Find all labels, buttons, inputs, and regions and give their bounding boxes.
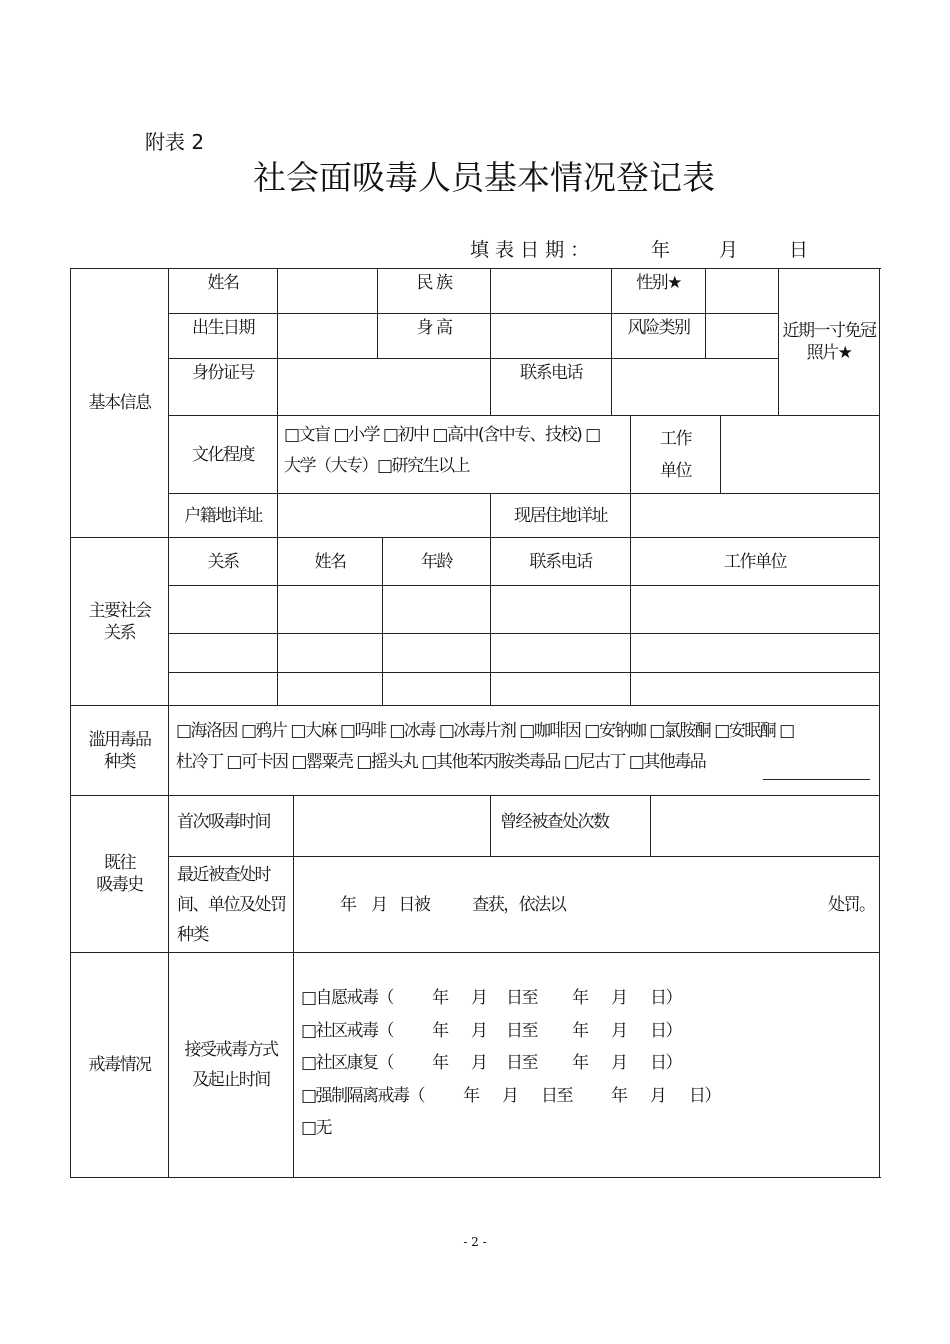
rehab-options[interactable] [301,982,876,1152]
label-birth-date: 出生日期 [192,318,254,338]
relations-header-age: 年龄 [421,551,452,572]
label-id-number: 身份证号 [192,363,254,383]
recent-caught-penalty-end: 处罚。 [828,894,875,915]
field-residence-address[interactable] [631,494,879,537]
label-risk-type: 风险类别 [627,318,690,338]
label-rehab-method: 接受戒毒方式 及起止时间 [184,1040,278,1090]
fill-date-label: 填 表 日 期 ： [470,239,590,261]
rehab-option-community[interactable]: □社区戒毒（ 年 月 日至 年 月 日） [301,1020,682,1041]
label-ethnicity: 民 族 [416,273,452,293]
label-education: 文化程度 [192,444,254,465]
relations-row[interactable] [169,586,879,633]
label-recent-caught: 最近被查处时 间、单位及处罚 种类 [177,865,286,945]
rehab-option-voluntary[interactable]: □自愿戒毒（ 年 月 日至 年 月 日） [301,988,682,1008]
label-height: 身 高 [416,318,452,338]
field-phone[interactable] [612,359,778,415]
field-name[interactable] [278,269,377,313]
field-times-caught[interactable] [651,796,879,856]
field-gender[interactable] [706,269,778,313]
rehab-option-none[interactable]: □无 [301,1118,332,1138]
fill-date-day: 日 [789,239,809,261]
section-drug-types: 滥用毒品 种类 [88,729,151,772]
relations-row[interactable] [169,673,879,705]
label-first-use-time: 首次吸毒时间 [177,812,270,832]
section-drug-history: 既往 吸毒史 [96,853,143,895]
label-gender: 性别★ [636,273,681,293]
form-title: 社会面吸毒人员基本情况登记表 [253,158,715,197]
field-height[interactable] [491,314,611,358]
field-work-unit[interactable] [721,416,879,493]
fill-date-year: 年 [651,239,671,261]
relations-row[interactable] [169,634,879,672]
field-id-number[interactable] [278,359,490,415]
attachment-label: 附表 2 [145,130,205,154]
label-name: 姓名 [207,273,239,293]
photo-box[interactable]: 近期一寸免冠照片★ [782,321,876,363]
label-residence-address: 现居住地详址 [514,505,607,526]
education-options[interactable]: □文盲 □小学 □初中 □高中(含中专、技校) □ 大学（大专）□研究生以上 [284,425,600,476]
drug-type-options[interactable]: □海洛因 □鸦片 □大麻 □吗啡 □冰毒 □冰毒片剂 □咖啡因 □安钠咖 □氯胺酮 □安眠酮 □ 杜冷丁 □可卡因 □罂粟壳 □摇头丸 □其他苯丙胺类毒品 □尼古丁 □其他毒品 [176,721,794,772]
label-household-address: 户籍地详址 [184,505,262,526]
fill-date-row [0,235,950,261]
rehab-option-compulsory[interactable]: □强制隔离戒毒（ 年 月 日至 年 月 日） [301,1085,720,1106]
relations-header-name: 姓名 [314,551,346,572]
label-work-unit: 工作 单位 [660,428,691,481]
field-first-use-time[interactable] [294,796,490,856]
label-phone: 联系电话 [520,363,582,383]
field-birth-date[interactable] [278,314,377,358]
field-household-address[interactable] [278,494,490,537]
fill-date-month: 月 [719,239,739,261]
field-risk-type[interactable] [706,314,778,358]
recent-caught-statement[interactable]: 年 月 日被 查获，依法以 [340,894,566,915]
rehab-option-rehabilitation[interactable]: □社区康复（ 年 月 日至 年 月 日） [301,1053,682,1073]
relations-header-phone: 联系电话 [529,551,592,572]
label-times-caught: 曾经被查处次数 [500,812,609,832]
relations-header-relation: 关系 [207,551,239,572]
section-social-relations: 主要社会 关系 [88,600,151,643]
relations-header-work-unit: 工作单位 [724,551,786,572]
section-basic-info: 基本信息 [88,393,151,413]
field-ethnicity[interactable] [491,269,611,313]
section-rehab: 戒毒情况 [88,1055,151,1075]
page-number: - 2 - [463,1235,487,1249]
